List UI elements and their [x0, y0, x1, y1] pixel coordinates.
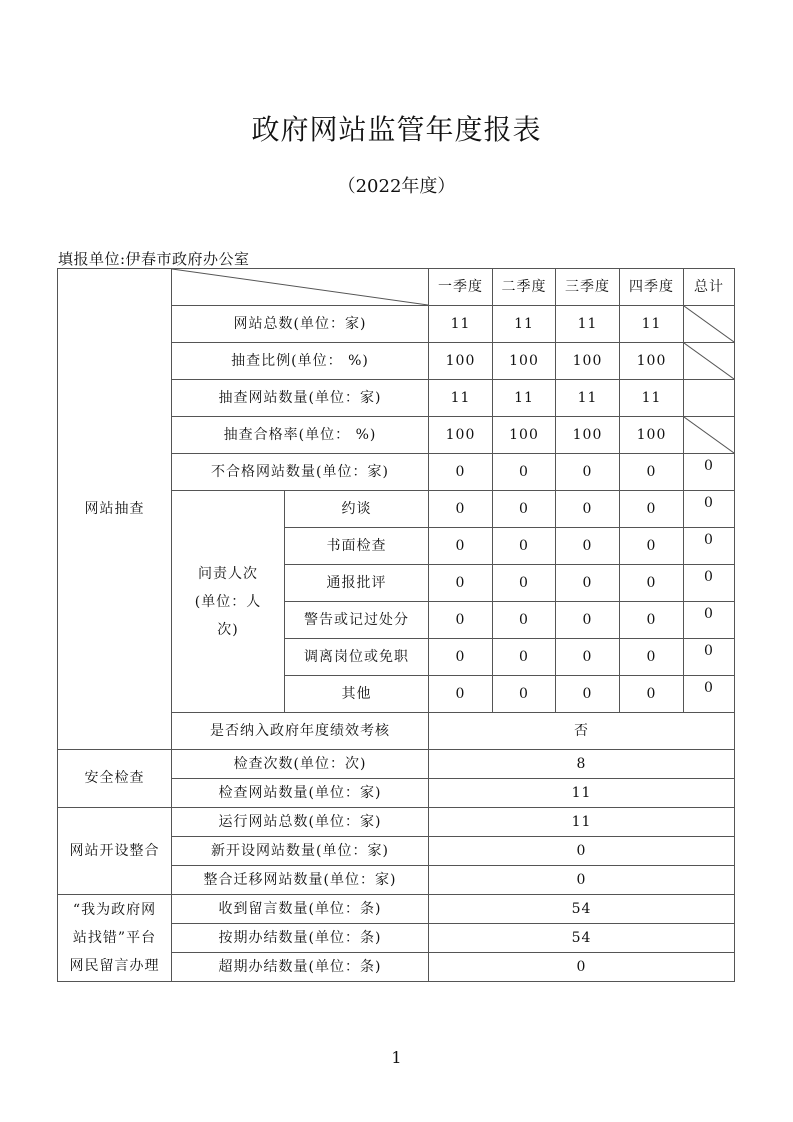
cell-value: 0 [493, 602, 556, 639]
cell-value: 100 [429, 343, 493, 380]
row-label: 警告或记过处分 [285, 602, 429, 639]
report-table [57, 268, 735, 982]
col-total: 总计 [684, 269, 735, 306]
cell-value: 100 [493, 343, 556, 380]
row-label: 按期办结数量(单位：条) [172, 924, 429, 953]
row-label: 整合迁移网站数量(单位：家) [172, 866, 429, 895]
merged-value: 8 [429, 750, 735, 779]
total-value: 0 [684, 528, 735, 565]
row-label: 抽查比例(单位： %) [172, 343, 429, 380]
cell-value: 0 [620, 602, 684, 639]
cell-value: 0 [429, 491, 493, 528]
cell-value: 0 [556, 454, 620, 491]
cell-value: 0 [620, 565, 684, 602]
cell-value: 11 [620, 380, 684, 417]
row-label: 是否纳入政府年度绩效考核 [172, 713, 429, 750]
category-security: 安全检查 [58, 750, 172, 808]
col-q1: 一季度 [429, 269, 493, 306]
cell-value: 11 [556, 380, 620, 417]
cell-value: 0 [556, 528, 620, 565]
merged-value: 54 [429, 924, 735, 953]
category-consolidation: 网站开设整合 [58, 808, 172, 895]
cell-value: 0 [429, 565, 493, 602]
cell-value: 0 [556, 676, 620, 713]
cell-value: 0 [556, 565, 620, 602]
row-label: 书面检查 [285, 528, 429, 565]
cell-value: 0 [620, 491, 684, 528]
cell-value: 0 [493, 565, 556, 602]
merged-value: 11 [429, 808, 735, 837]
total-cell-slashed [684, 417, 735, 454]
cell-value: 11 [556, 306, 620, 343]
report-year: （2022年度） [337, 176, 456, 197]
cell-value: 0 [493, 491, 556, 528]
col-q2: 二季度 [493, 269, 556, 306]
merged-value: 0 [429, 837, 735, 866]
cell-value: 0 [493, 639, 556, 676]
cell-value: 100 [620, 343, 684, 380]
cell-value: 0 [493, 528, 556, 565]
cell-value: 11 [429, 306, 493, 343]
total-value: 0 [684, 491, 735, 528]
total-cell-slashed [684, 343, 735, 380]
total-value: 0 [684, 676, 735, 713]
total-cell-empty [684, 380, 735, 417]
slash-mark [684, 417, 734, 453]
total-value: 0 [684, 602, 735, 639]
page-number: 1 [391, 1048, 402, 1067]
cell-value: 100 [620, 417, 684, 454]
row-label: 通报批评 [285, 565, 429, 602]
merged-value: 54 [429, 895, 735, 924]
cell-value: 0 [556, 639, 620, 676]
cell-value: 0 [429, 602, 493, 639]
row-label: 抽查网站数量(单位：家) [172, 380, 429, 417]
cell-value: 0 [620, 639, 684, 676]
cell-value: 100 [429, 417, 493, 454]
cell-value: 0 [620, 528, 684, 565]
merged-value: 否 [429, 713, 735, 750]
slash-mark [684, 306, 734, 342]
row-label: 运行网站总数(单位：家) [172, 808, 429, 837]
merged-value: 0 [429, 953, 735, 982]
diagonal-header-cell [172, 269, 429, 306]
total-value: 0 [684, 639, 735, 676]
total-value: 0 [684, 454, 735, 491]
category-messages: “我为政府网 站找错”平台 网民留言办理 [58, 895, 172, 982]
cell-value: 100 [556, 343, 620, 380]
row-label: 检查次数(单位：次) [172, 750, 429, 779]
total-cell-slashed [684, 306, 735, 343]
reporting-unit: 填报单位:伊春市政府办公室 [58, 250, 250, 268]
cell-value: 0 [493, 676, 556, 713]
merged-value: 0 [429, 866, 735, 895]
cell-value: 100 [556, 417, 620, 454]
table-header-row [58, 269, 735, 306]
cell-value: 0 [429, 639, 493, 676]
row-label: 网站总数(单位：家) [172, 306, 429, 343]
row-label: 抽查合格率(单位： %) [172, 417, 429, 454]
cell-value: 0 [429, 676, 493, 713]
cell-value: 0 [429, 528, 493, 565]
accountability-label: 问责人次 (单位：人 次) [172, 491, 285, 713]
row-label: 不合格网站数量(单位：家) [172, 454, 429, 491]
cell-value: 11 [429, 380, 493, 417]
cell-value: 11 [620, 306, 684, 343]
cell-value: 0 [620, 676, 684, 713]
row-label: 新开设网站数量(单位：家) [172, 837, 429, 866]
diagonal-line [172, 269, 428, 305]
cell-value: 0 [493, 454, 556, 491]
col-q4: 四季度 [620, 269, 684, 306]
cell-value: 0 [429, 454, 493, 491]
cell-value: 11 [493, 306, 556, 343]
row-label: 检查网站数量(单位：家) [172, 779, 429, 808]
slash-mark [684, 343, 734, 379]
cell-value: 0 [620, 454, 684, 491]
total-value: 0 [684, 565, 735, 602]
row-label: 超期办结数量(单位：条) [172, 953, 429, 982]
report-title: 政府网站监管年度报表 [251, 113, 542, 146]
table-row [58, 895, 735, 924]
row-label: 约谈 [285, 491, 429, 528]
col-q3: 三季度 [556, 269, 620, 306]
row-label: 调离岗位或免职 [285, 639, 429, 676]
row-label: 收到留言数量(单位：条) [172, 895, 429, 924]
cell-value: 11 [493, 380, 556, 417]
cell-value: 0 [556, 491, 620, 528]
row-label: 其他 [285, 676, 429, 713]
cell-value: 0 [556, 602, 620, 639]
merged-value: 11 [429, 779, 735, 808]
table-row [58, 750, 735, 779]
table-row [58, 808, 735, 837]
category-spot-check: 网站抽查 [58, 269, 172, 750]
cell-value: 100 [493, 417, 556, 454]
